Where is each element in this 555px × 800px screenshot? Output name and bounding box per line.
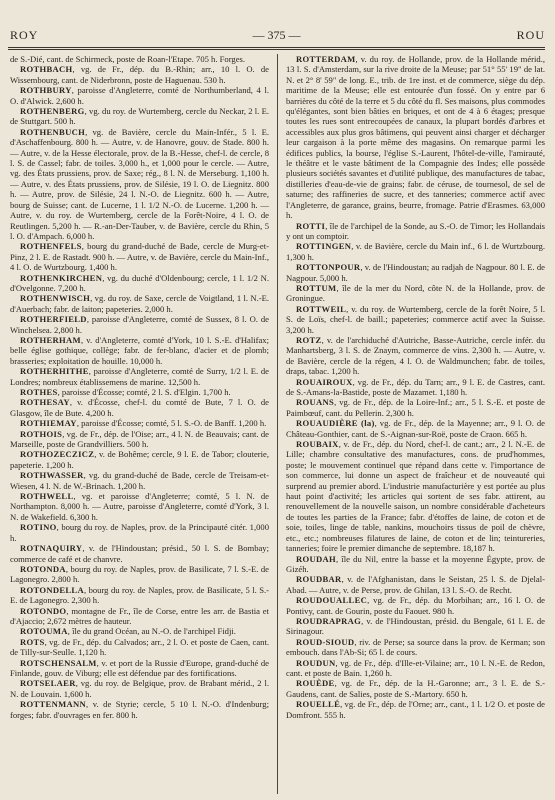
entry-text: , vg. de Fr., dép. de la H.-Garonne; arr., 3 l. E. de S.-Gaudens, cant. de Salies, poste de S.-Martory. 650 h.: [286, 678, 545, 699]
entry-headword: ROTTINGEN: [296, 241, 352, 252]
dictionary-entry: [10, 366, 269, 387]
entry-text: , île du grand Océan, au N.-O. de l'archipel Fidji.: [67, 626, 236, 637]
entry-headword: ROTHWASSER: [20, 470, 84, 481]
entry-headword: ROTONDELLA: [20, 584, 84, 595]
entry-text: , vg. de Fr., dép. de la Mayenne; arr., 9 l. O. de Château-Gonthier, cant. de S.-Aignan-sur-Roë, poste de Craon. 665 h.: [286, 418, 545, 439]
dictionary-entry: [10, 314, 269, 335]
dictionary-entry: [286, 637, 545, 658]
dictionary-entry: [10, 678, 269, 699]
entry-text: , vg. de Fr., dép. du Morbihan; arr., 16 l. O. de Pontivy, cant. de Gourin, poste du Faouet. 980 h.: [286, 595, 545, 616]
dictionary-entry: [286, 304, 545, 335]
entry-text: , v. et port de la Russie d'Europe, grand-duché de Finlande, gouv. de Viburg; elle est défendue par des fortifications.: [10, 657, 269, 678]
column-divider: [277, 54, 278, 794]
entry-text: de S.-Dié, cant. de Schirmeck, poste de Roan-l'Etape. 705 h. Forges.: [10, 54, 246, 64]
dictionary-entry: [10, 658, 269, 679]
entry-text: , montagne de Fr., île de Corse, entre les arr. de Bastia et d'Ajaccio; 2,672 mètres de hauteur.: [10, 605, 269, 626]
entry-headword: ROTTERDAM: [296, 54, 356, 64]
entry-headword: ROTONDA: [20, 563, 66, 574]
entry-text: , v. de l'archiduché d'Autriche, Basse-Autriche, cercle infér. du Manhartsberg, 3 l. S. de Znaym, commerce de vins. 2,300 h. — Autre, v. de Bavière, cercle de la régen, 4 l. O. de Waldmunchen; fabr. de toiles, draps, tabac. 1,200 h.: [286, 334, 545, 377]
entry-headword: ROTSELAER: [20, 678, 76, 689]
entry-text: , v. de l'Afghanistan, dans le Seistan, 25 l. S. de Djelal-Abad. — Autre, v. de Perse, prov. de Ghilan, 13 l. S.-O. de Recht.: [286, 574, 545, 595]
dictionary-entry: [10, 54, 269, 64]
entry-headword: ROTHOIS: [20, 428, 63, 439]
entry-headword: ROTOUMA: [20, 626, 68, 637]
entry-headword: ROUD-SIOUD: [296, 636, 355, 647]
dictionary-entry: [10, 699, 269, 720]
dictionary-entry: [286, 283, 545, 304]
header-rule: [8, 47, 545, 50]
entry-headword: ROTHERHITHE: [20, 366, 89, 377]
entry-headword: ROUANS: [296, 397, 335, 408]
dictionary-entry: [10, 273, 269, 294]
dictionary-entry: [10, 335, 269, 366]
right-column: [286, 54, 545, 794]
entry-headword: ROUÈDE: [296, 678, 335, 689]
entry-headword: ROUBAIX: [296, 439, 339, 450]
dictionary-entry: [10, 491, 269, 522]
dictionary-entry: [10, 470, 269, 491]
entry-headword: ROTHESAY: [20, 397, 70, 408]
entry-text: , vg. du duché d'Oldenbourg; cercle, 1 l. 1/2 N. d'Ovelgonne. 7,200 h.: [10, 272, 269, 293]
entry-headword: ROTONDO: [20, 605, 67, 616]
entry-text: , vg. du grand-duché de Bade, cercle de Treisam-et-Wiesen, 4 l. N. de W.-Brinach. 1,200 h.: [10, 470, 269, 491]
entry-text: , vg. de Fr., dép. du Calvados; arr., 2 l. O. et poste de Caen, cant. de Tilly-sur-Seulle. 1,120 h.: [10, 636, 269, 658]
dictionary-entry: [10, 85, 269, 106]
dictionary-entry: [10, 293, 269, 314]
dictionary-entry: [10, 637, 269, 658]
entry-text: , v. de Bohême; cercle, 9 l. E. de Tabor; clouterie, papeterie. 1,200 h.: [10, 449, 269, 470]
entry-text: , vg. de Fr., dép. du B.-Rhin; arr., 10 l. O. de Wissembourg, cant. de Niderbronn, poste de Haguenau. 530 h.: [10, 64, 269, 85]
dictionary-entry: [10, 106, 269, 127]
entry-text: , v. de l'Hindoustan; au radjah de Nagpour. 80 l. E. de Nagpour. 5,000 h.: [286, 262, 545, 283]
entry-headword: ROTHES: [20, 387, 58, 397]
entry-headword: ROTTONPOUR: [296, 262, 361, 273]
dictionary-entry: [286, 418, 545, 439]
dictionary-entry: [10, 564, 269, 585]
dictionary-entry: [10, 127, 269, 241]
entry-headword: ROTHENBERG: [20, 106, 85, 117]
entry-text: , vg. du roy. de Belgique, prov. de Brabant mérid., 2 l. N. de Louvain. 1,600 h.: [10, 678, 269, 699]
entry-text: , v. de Fr., dép. du Nord, chef-l. de cant.; arr., 2 l. N.-E. de Lille; chambre consultative des manufactures, cons. de prud'hommes, poste; le mouvement continuel que répand dans cette v. l'importance de son commerce, lui donne un aspect de fraîcheur et de nouveauté qui surprend au premier abord. L'industrie manufacturière y est portée au plus haut point d'activité; les articles qui sortent de ses fabr. attirent, au renouvellement de la nouvelle saison, un nombre considérable d'acheteurs de toutes les parties de la France; fabr. d'étoffes de laine, de coton et de soie, toiles, linge de table, nankins, mouchoirs tissus de poil de chèvre, etc., etc.; nombreuses filatures de laine, de coton et de lin; teintureries, tanneries; foire le premier dimanche de septembre. 18,187 h.: [286, 439, 545, 554]
entry-headword: ROTHBURY: [20, 85, 72, 96]
entry-text: , vg. de Fr., dép. de la Loire-Inf.; arr., 5 l. S.-E. et poste de Paimbœuf, cant. du Pellerin. 2,300 h.: [286, 397, 545, 418]
entry-text: , vg. de Fr., dép. d'Ille-et-Vilaine; arr., 10 l. N.-E. de Redon, cant. et poste de Bain. 1,260 h.: [286, 657, 545, 678]
entry-text: , riv. de Perse; sa source dans la prov. de Kerman; son embouch. dans l'Ab-Si; 65 l. de cours.: [286, 636, 545, 658]
dictionary-entry: [286, 335, 545, 377]
entry-headword: ROUELLÉ: [296, 699, 341, 710]
entry-headword: ROTSCHENSALM: [20, 657, 97, 668]
entry-text: , bourg du roy. de Naples, prov. de Basilicate, 5 l. S.-E. de Lagonegro. 2,300 h.: [10, 584, 269, 606]
entry-headword: ROTHENBUCH: [20, 126, 86, 137]
dictionary-entry: [286, 658, 545, 679]
entry-headword: ROUDOUALLEC: [296, 595, 368, 606]
entry-headword: ROTZ: [296, 334, 322, 345]
dictionary-entry: [286, 397, 545, 418]
dictionary-entry: [286, 554, 545, 575]
entry-headword: ROUAUDIÈRE (la): [296, 418, 375, 429]
entry-text: , paroisse d'Écosse; comté, 5 l. S.-O. de Banff. 1,200 h.: [76, 418, 267, 429]
dictionary-entry: [286, 699, 545, 720]
dictionary-entry: [286, 221, 545, 242]
entry-text: , v. du roy. de Hollande, prov. de la Hollande mérid., 13 l. S. d'Amsterdam, sur la rive droite de la Meuse; par 51° 55' 19" de lat. N. et 2° 8' 59" de long. E., trib. de 1re inst. et de commerce, siège du dép. maritime de la Meuse; elle est entourée d'un fossé. On y entre par 6 barrières du côté de la terre et 5 du côté du fl. Ses maisons, plus commodes qu'élégantes, sont bien bâties en briques, et ont de 4 à 6 étages; presque toutes les rues sont entrecoupées de canaux, la plupart bordés d'arbres et accessibles aux plus gros bâtimens, qui peuvent ainsi charger et décharger leur cargaison à la porte même des magasins. On remarque parmi les édifices publics, la bourse, l'église S.-Laurent, l'hôtel-de-ville, l'amirauté, le théâtre et le vaste bâtiment de la Compagnie des Indes; elle possède plusieurs sociétés savantes et d'utilité publique, des manufactures de tabac, distilleries d'eau-de-vie de grains; fabr. de céruse, de tournesol, de sel de saturne; des raffineries de sucre, et des tanneries; commerce actif avec l'Angleterre, de garance, grains, beurre, fromage. Patrie d'Erasmes. 63,000 h.: [286, 54, 545, 221]
dictionary-entry: [286, 595, 545, 616]
entry-headword: ROTTENMANN: [20, 699, 87, 710]
dictionary-entry: [10, 418, 269, 428]
entry-text: , paroisse d'Écosse; comté, 2 l. S. d'Elgin. 1,700 h.: [57, 387, 231, 397]
dictionary-entry: [286, 439, 545, 553]
page-header: [8, 28, 545, 48]
entry-text: , paroisse d'Angleterre, comté de Surry, 1/2 l. E. de Londres; nombreux établissemens de marine. 12,500 h.: [10, 366, 269, 387]
entry-text: , v. de l'Hindoustan; présid., 50 l. S. de Bombay; commerce de café et de chanvre.: [10, 543, 269, 564]
left-column: [10, 54, 269, 794]
entry-headword: ROTHENKIRCHEN: [20, 272, 103, 283]
entry-text: , paroisse d'Angleterre, comté de Northumberland, 4 l. O. d'Alwick. 2,600 h.: [10, 85, 269, 106]
entry-text: , bourg du grand-duché de Bade, cercle de Murg-et-Pinz, 2 l. E. de Rastadt. 900 h. — Autre, v. de Bavière, cercle du Main-Inf., 4 l. O. de Wurtzbourg. 1,400 h.: [10, 241, 269, 273]
entry-text: , vg. de Fr., dép. du Tarn; arr., 9 l. E. de Castres, cant. de S.-Amans-la-Bastide, poste de Mazamet. 1,180 h.: [286, 376, 545, 397]
entry-headword: ROTNAQUIRY: [20, 543, 83, 554]
entry-headword: ROUDUN: [296, 657, 336, 668]
entry-text: , vg. de Fr., dép. de l'Orne; arr., cant., 1 l. 1/2 O. et poste de Domfront. 555 h.: [286, 699, 545, 720]
entry-headword: ROTTI: [296, 220, 326, 231]
entry-headword: ROTHENFELS: [20, 241, 82, 252]
entry-headword: ROUDAH: [296, 553, 336, 564]
entry-headword: ROTHOZECZICZ: [20, 449, 95, 460]
entry-text: , vg. et paroisse d'Angleterre; comté, 5 l. N. de Northampton. 8,000 h. — Autre, paroisse d'Angleterre, comté d'York, 3 l. N. de Wakefield. 6,300 h.: [10, 491, 269, 522]
entry-headword: ROTHBACH: [20, 64, 73, 75]
dictionary-entry: [10, 387, 269, 397]
dictionary-entry: [286, 54, 545, 221]
entry-text: , vg. du roy. de Wurtemberg, cercle du Neckar, 2 l. E. de Stuttgart. 500 h.: [10, 106, 269, 127]
entry-headword: ROTINO: [20, 522, 57, 533]
entry-text: , île de la mer du Nord, côte N. de la Hollande, prov. de Groningue.: [286, 282, 545, 304]
entry-text: , v. du roy. de Wurtemberg, cercle de la forêt Noire, 5 l. S. de Loïs, chef-l. de baill.; papeteries; commerce actif avec la Suisse. 3,200 h.: [286, 303, 545, 335]
dictionary-entry: [10, 449, 269, 470]
entry-headword: ROTTUM: [296, 282, 337, 293]
entry-headword: ROTHENWISCH: [20, 293, 91, 304]
dictionary-entry: [286, 678, 545, 699]
dictionary-entry: [286, 616, 545, 637]
entry-text: , v. de l'Hindoustan, présid. du Bengale, 61 l. E. de Sirinagour.: [286, 615, 545, 637]
dictionary-entry: [10, 241, 269, 272]
entry-text: , v. d'Angleterre, comté d'York, 10 l. S.-E. d'Halifax; belle église gothique, collège; fabr. de fer-blanc, d'acier et de plomb; brasseries; exploitation de houille. 10,000 h.: [10, 334, 269, 366]
entry-text: , v. de Styrie; cercle, 5 10 l. N.-O. d'Indenburg; forges; fabr. d'ouvrages en fer. 800 h.: [10, 699, 269, 720]
dictionary-entry: [10, 543, 269, 564]
entry-headword: ROTHERHAM: [20, 334, 81, 345]
text-columns: [10, 54, 545, 794]
header-right-guideword: ROU: [516, 28, 545, 42]
entry-text: , v. d'Écosse, chef-l. du comté de Bute, 7 l. O. de Glasgow, île de Bute. 4,200 h.: [10, 397, 269, 418]
dictionary-entry: [286, 574, 545, 595]
entry-headword: ROTHIEMAY: [20, 418, 77, 429]
entry-text: , vg. de Fr., dép. de l'Oise; arr., 4 l. N. de Beauvais; cant. de Marseille, poste de Grandvilliers. 500 h.: [10, 428, 269, 450]
entry-headword: ROTTWEIL: [296, 303, 347, 314]
entry-text: , bourg du roy. de Naples, prov. de Basilicate, 7 l. S.-E. de Lagonegro. 2,800 h.: [10, 563, 269, 585]
entry-headword: ROUAIROUX: [296, 376, 353, 387]
entry-text: , vg. du roy. de Saxe, cercle de Voigtland, 1 l. N.-E. d'Auerbach; fabr. de laiton; papeteries. 2,000 h.: [10, 293, 269, 314]
entry-text: , paroisse d'Angleterre, comté de Sussex, 8 l. O. de Winchelsea. 2,800 h.: [10, 314, 269, 335]
dictionary-entry: [10, 64, 269, 85]
header-left-guideword: ROY: [10, 28, 39, 42]
dictionary-entry: [286, 241, 545, 262]
entry-headword: ROUDBAR: [296, 574, 342, 585]
dictionary-entry: [286, 262, 545, 283]
entry-headword: ROTHERFIELD: [20, 314, 87, 325]
entry-headword: ROUDRAPRAG: [296, 615, 362, 626]
entry-headword: ROTHWELL: [20, 491, 74, 502]
dictionary-entry: [10, 522, 269, 543]
page-number: — 375 —: [252, 28, 301, 42]
dictionary-entry: [10, 606, 269, 627]
entry-headword: ROTS: [20, 636, 45, 647]
entry-text: , île de l'archipel de la Sonde, au S.-O. de Timor; les Hollandais y ont un comptoir.: [286, 220, 545, 241]
dictionary-entry: [286, 377, 545, 398]
entry-text: , île du Nil, entre la basse et la moyenne Égypte, prov. de Gizéh.: [286, 553, 545, 574]
dictionary-entry: [10, 626, 269, 636]
entry-text: , bourg du roy. de Naples, prov. de la Principauté citér. 1,000 h.: [10, 522, 269, 543]
dictionary-entry: [10, 429, 269, 450]
dictionary-entry: [10, 585, 269, 606]
dictionary-entry: [10, 397, 269, 418]
entry-text: , vg. de Bavière, cercle du Main-Infér., 5 l. E. d'Aschaffenbourg. 800 h. — Autre, v. de Hanovre, gouv. de Stade. 800 h. — Autre, v. de la Hesse électorale, prov. de la B.-Hesse, chef-l. de cercle, 8 l. S. de Cassel; fabr. de toiles. 3,000 h., et 1,000 pour le cercle. — Autre, vg. des États prussiens, prov. de Saxe; rég., 8 l. N. de Merseburg. 1,100 h. — Autre, v. des États prussiens, prov. de Silésie, 19 l. O. de Liegnitz. 800 h. — Autre, prov. de Silésie, 24 l. N.-O. de Liegnitz. 600 h. — Autre, bourg de Suisse; cant. de Lucerne, 1 l. 1/2 N.-O. de Lucerne. 1,200 h. — Autre, v. du roy. de Wurtemberg, cercle de la Forêt-Noire, 4 l. O. de Reutlingen. 5,200 h. — R.-an-Der-Tauber, v. de Bavière, cercle du Rhin, 5 l. O. d'Ampach. 6,000 h.: [10, 126, 269, 241]
entry-text: , v. de Bavière, cercle du Main inf., 6 l. de Wurtzbourg. 1,300 h.: [286, 241, 545, 262]
